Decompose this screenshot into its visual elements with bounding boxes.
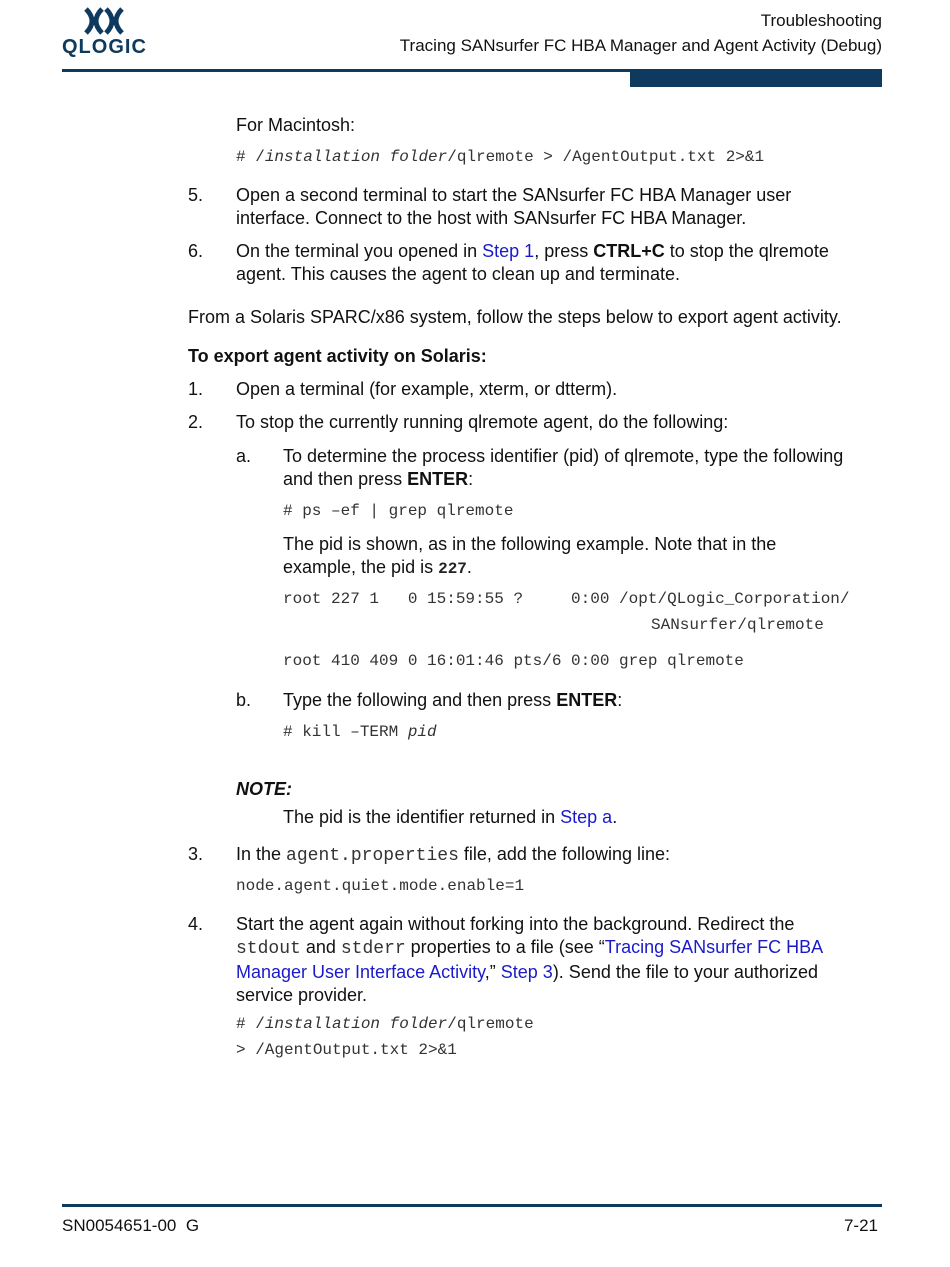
step-6-text: On the terminal you opened in Step 1, press CTRL+C to stop the qlremote agent. This causes the agent to clean up and terminate.	[236, 241, 829, 284]
substep-a-text: To determine the process identifier (pid) of qlremote, type the following and then press ENTER:	[283, 446, 844, 489]
solaris-step-4-text: Start the agent again without forking into the background. Redirect the stdout and stderr properties to a file (see “Tracing SANsurfer FC HBA Manager User Interface Activity,” Step 3). Send the file to your authorized service provider.	[236, 914, 824, 1005]
qlogic-logo-icon	[82, 6, 126, 36]
solaris-step-2-number: 2.	[188, 412, 204, 432]
substep-b-label: b.	[236, 690, 252, 710]
restart-command-line-1: # /installation folder/qlremote	[236, 1015, 534, 1033]
ps-output-line-1: root 227 1 0 15:59:55 ? 0:00 /opt/QLogic_Corporation/	[283, 590, 850, 608]
footer-doc-id: SN0054651-00 G	[62, 1216, 200, 1235]
step-5-number: 5.	[188, 185, 204, 205]
step-1-link[interactable]: Step 1	[482, 241, 535, 261]
solaris-step-4-number: 4.	[188, 914, 204, 934]
solaris-step-1-text: Open a terminal (for example, xterm, or dtterm).	[236, 379, 618, 399]
qlogic-logo	[62, 6, 152, 62]
solaris-step-3-text: In the agent.properties file, add the following line:	[236, 844, 671, 866]
ps-output-line-3: root 410 409 0 16:01:46 pts/6 0:00 grep qlremote	[283, 652, 744, 670]
tracing-ui-link-cont[interactable]: Manager User Interface Activity	[236, 962, 485, 982]
mac-command: # /installation folder/qlremote > /AgentOutput.txt 2>&1	[236, 148, 765, 166]
footer-page-number: 7-21	[843, 1216, 878, 1235]
note-label: NOTE:	[236, 779, 292, 799]
solaris-step-1-number: 1.	[188, 379, 204, 399]
header-section: Troubleshooting	[760, 11, 882, 30]
ps-output-line-2: SANsurfer/qlremote	[651, 616, 824, 634]
pid-value: 227	[438, 560, 467, 578]
ps-command: # ps –ef | grep qlremote	[283, 502, 514, 520]
substep-a-label: a.	[236, 446, 252, 466]
solaris-step-2-text: To stop the currently running qlremote agent, do the following:	[236, 412, 729, 432]
mac-label: For Macintosh:	[236, 115, 356, 135]
quiet-mode-line: node.agent.quiet.mode.enable=1	[236, 877, 525, 895]
solaris-heading: To export agent activity on Solaris:	[188, 346, 487, 366]
note-text: The pid is the identifier returned in Step a.	[283, 807, 618, 827]
tracing-ui-link[interactable]: Tracing SANsurfer FC HBA	[604, 937, 824, 957]
step-5-text: Open a second terminal to start the SANsurfer FC HBA Manager user interface. Connect to the host with SANsurfer FC HBA Manager.	[236, 185, 792, 228]
kill-command: # kill –TERM pid	[283, 723, 437, 741]
pid-explanation: The pid is shown, as in the following example. Note that in the example, the pid is 227.	[283, 534, 777, 578]
logo-text: QLOGIC	[62, 36, 147, 58]
step-3-link[interactable]: Step 3	[500, 962, 553, 982]
step-a-link[interactable]: Step a	[560, 807, 613, 827]
substep-b-text: Type the following and then press ENTER:	[283, 690, 623, 710]
restart-command-line-2: > /AgentOutput.txt 2>&1	[236, 1041, 457, 1059]
header-bar	[630, 69, 882, 87]
step-6-number: 6.	[188, 241, 204, 261]
footer-rule	[62, 1204, 882, 1207]
header-title: Tracing SANsurfer FC HBA Manager and Agent Activity (Debug)	[399, 36, 882, 55]
solaris-step-3-number: 3.	[188, 844, 204, 864]
solaris-intro: From a Solaris SPARC/x86 system, follow the steps below to export agent activity.	[188, 307, 842, 327]
